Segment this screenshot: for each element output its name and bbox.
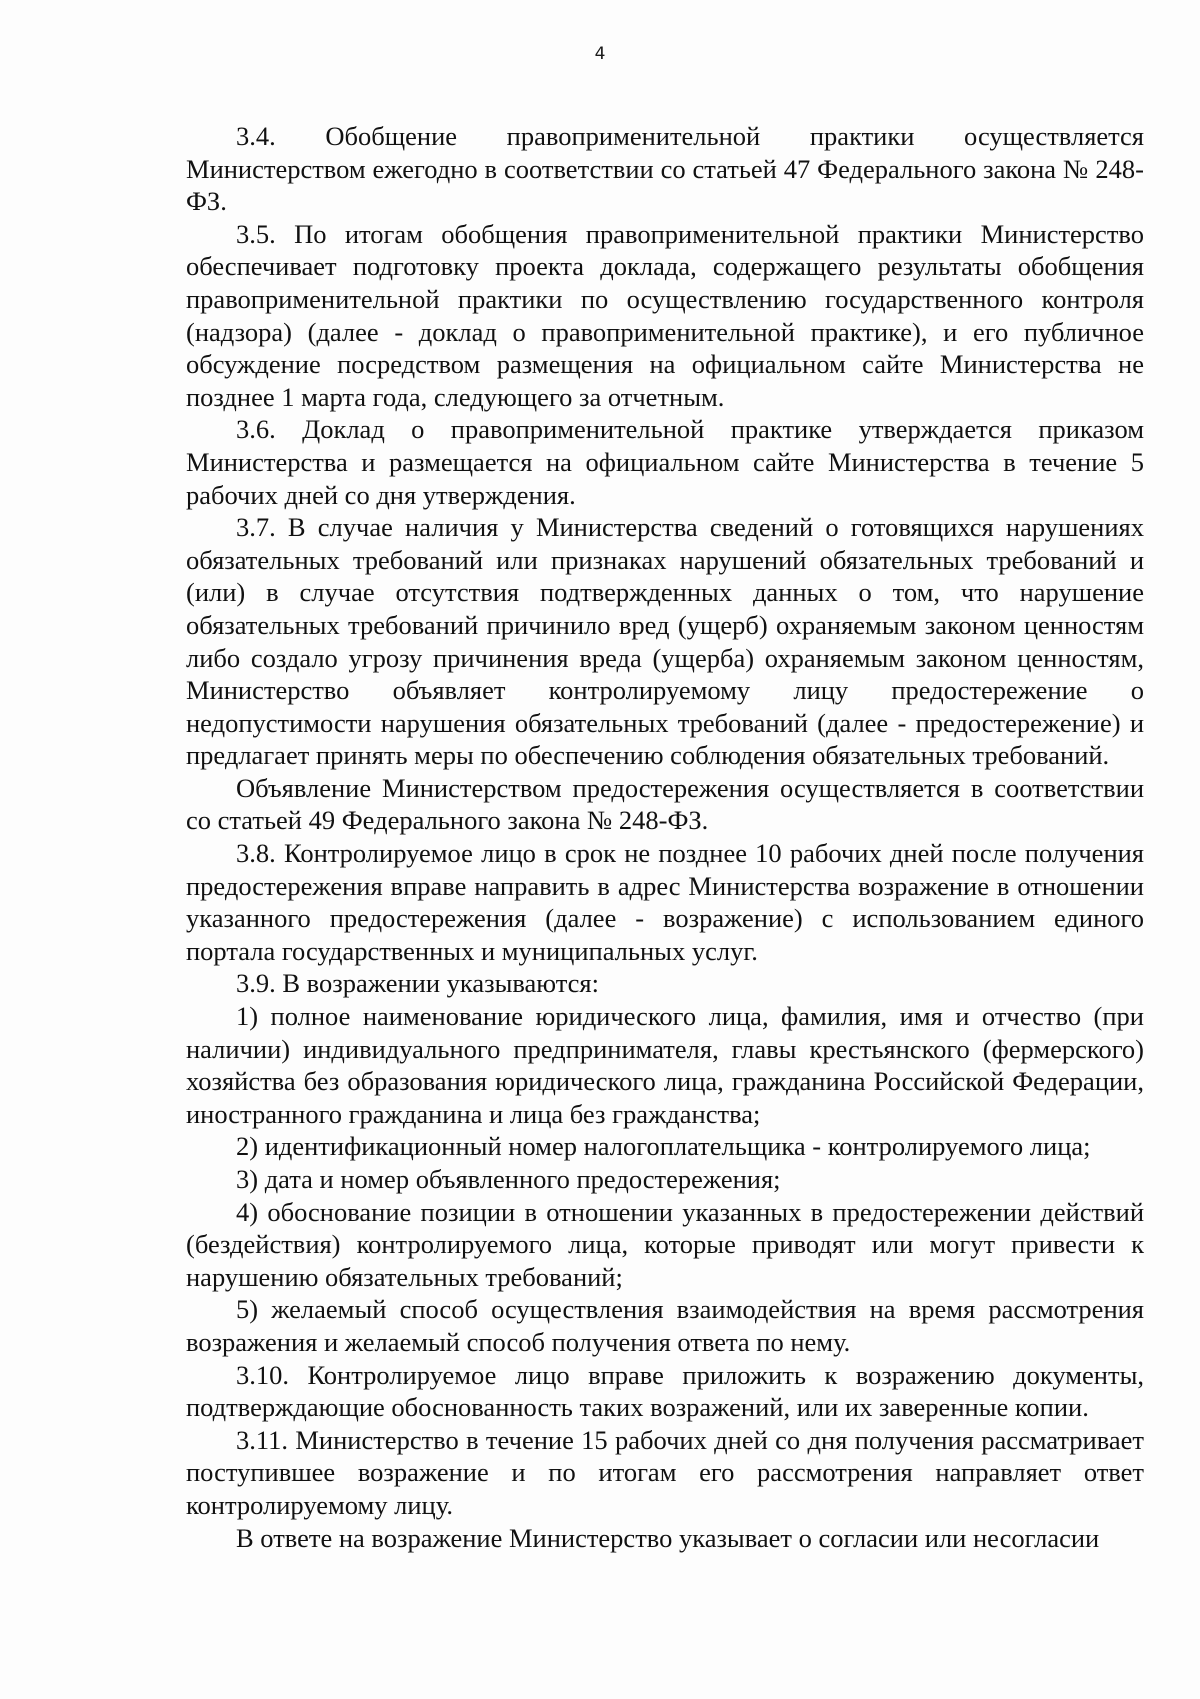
list-item-4: 4) обоснование позиции в отношении указанных в предостережении действий (бездействия) контролируемого лица, которые приводят или могут привести к нарушению обязательных требований; — [186, 1196, 1144, 1292]
paragraph-3-6: 3.6. Доклад о правоприменительной практике утверждается приказом Министерства и размещается на официальном сайте Министерства в течение 5 рабочих дней со дня утверждения. — [186, 414, 1144, 510]
paragraph-3-5: 3.5. По итогам обобщения правоприменительной практики Министерство обеспечивает подготовку проекта доклада, содержащего результаты обобщения правоприменительной практики по осуществлению государственного контроля (надзора) (далее - доклад о правоприменительной практике), и его публичное обсуждение посредством размещения на официальном сайте Министерства не позднее 1 марта года, следующего за отчетным. — [186, 218, 1144, 412]
paragraph-warning-announcement: Объявление Министерством предостережения осуществляется в соответствии со статьей 49 Федерального закона № 248-ФЗ. — [186, 772, 1144, 836]
list-item-3: 3) дата и номер объявленного предостережения; — [236, 1164, 781, 1194]
list-item-2: 2) идентификационный номер налогоплательщика - контролируемого лица; — [236, 1131, 1091, 1162]
paragraph-3-7: 3.7. В случае наличия у Министерства сведений о готовящихся нарушениях обязательных требований или признаках нарушений обязательных требований и (или) в случае отсутствия подтвержденных данных о том, что нарушение обязательных требований причинило вред (ущерб) охраняемым законом ценностям либо создало угрозу причинения вреда (ущерба) охраняемым законом ценностям, Министерство объявляет контролируемому лицу предостережение о недопустимости нарушения обязательных требований (далее - предостережение) и предлагает принять меры по обеспечению соблюдения обязательных требований. — [186, 512, 1144, 771]
paragraph-response: В ответе на возражение Министерство указывает о согласии или несогласии — [236, 1522, 1100, 1553]
document-body — [186, 120, 1144, 1554]
paragraph-3-10: 3.10. Контролируемое лицо вправе приложить к возражению документы, подтверждающие обоснованность таких возражений, или их заверенные копии. — [186, 1359, 1144, 1423]
page-number: 4 — [594, 44, 606, 64]
paragraph-3-8: 3.8. Контролируемое лицо в срок не позднее 10 рабочих дней после получения предостережения вправе направить в адрес Министерства возражение в отношении указанного предостережения (далее - возражение) с использованием единого портала государственных и муниципальных услуг. — [186, 838, 1144, 966]
paragraph-3-11: 3.11. Министерство в течение 15 рабочих дней со дня получения рассматривает поступившее возражение и по итогам его рассмотрения направляет ответ контролируемому лицу. — [186, 1424, 1144, 1520]
paragraph-3-9: 3.9. В возражении указываются: — [236, 968, 599, 999]
list-item-5: 5) желаемый способ осуществления взаимодействия на время рассмотрения возражения и желаемый способ получения ответа по нему. — [186, 1294, 1144, 1357]
paragraph-3-4: 3.4. Обобщение правоприменительной практики осуществляется Министерством ежегодно в соответствии со статьей 47 Федерального закона № 248-ФЗ. — [186, 121, 1144, 217]
list-item-1: 1) полное наименование юридического лица, фамилия, имя и отчество (при наличии) индивидуального предпринимателя, главы крестьянского (фермерского) хозяйства без образования юридического лица, гражданина Российской Федерации, иностранного гражданина и лица без гражданства; — [186, 1001, 1144, 1129]
